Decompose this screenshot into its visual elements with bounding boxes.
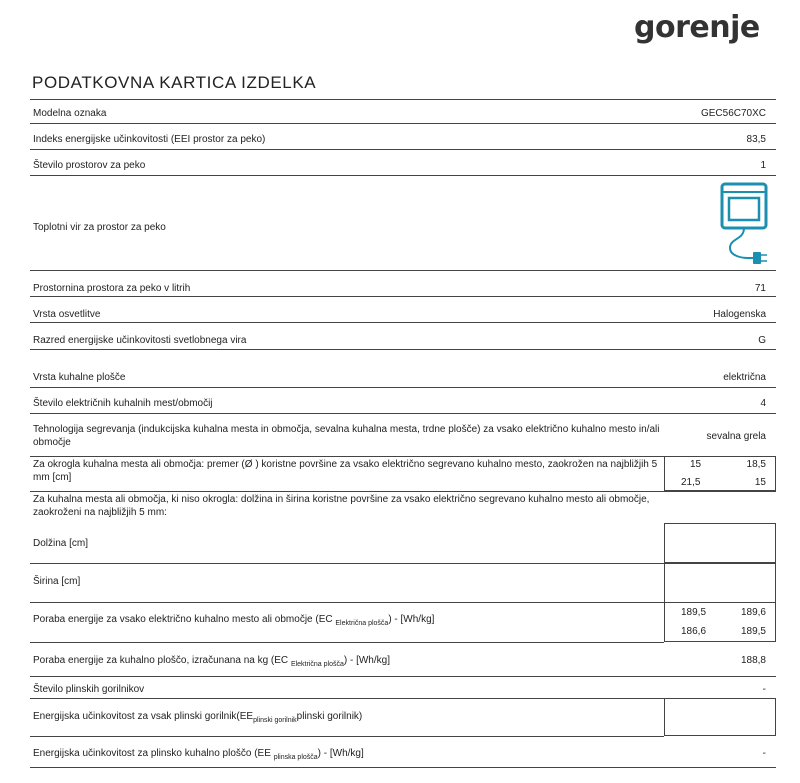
eei-value: 83,5 <box>746 134 766 145</box>
divider <box>30 175 776 176</box>
divider <box>30 413 776 414</box>
brand-logo: gorenje <box>634 10 760 45</box>
divider <box>30 99 776 100</box>
divider <box>30 349 776 350</box>
gas-hob-eff-label: Energijska učinkovitost za plinsko kuhalno ploščo (EE $_{plinska plošča}$) - [Wh/kg] <box>33 748 364 761</box>
divider <box>30 322 776 323</box>
consumption-zone-value-2: 189,6 <box>740 607 766 618</box>
cavities-label: Število prostorov za peko <box>33 160 146 171</box>
gas-hob-eff-value: - <box>762 748 766 759</box>
consumption-hob-label: Poraba energije za kuhalno ploščo, izračunana na kg (EC $_{Električna plošča}$) - [Wh/kg] <box>33 655 390 668</box>
round-zone-value-3: 21,5 <box>681 477 701 488</box>
model-value: GEC56C70XC <box>700 108 766 119</box>
oven-with-plug-icon <box>720 182 770 270</box>
gas-burners-label: Število plinskih gorilnikov <box>33 684 145 695</box>
length-box <box>664 523 776 563</box>
divider <box>30 563 664 564</box>
cavities-value: 1 <box>760 160 766 171</box>
round-zone-value-1: 15 <box>690 459 702 470</box>
hob-type-value: električna <box>723 372 766 383</box>
divider <box>30 270 776 271</box>
page-title: PODATKOVNA KARTICA IZDELKA <box>32 73 317 92</box>
divider <box>30 602 664 603</box>
divider <box>30 767 776 768</box>
divider <box>30 491 776 492</box>
technology-value: sevalna grela <box>706 431 766 442</box>
model-label: Modelna oznaka <box>33 108 107 119</box>
divider <box>30 149 776 150</box>
lighting-label: Vrsta osvetlitve <box>33 309 101 320</box>
zones-label: Število električnih kuhalnih mest/območij <box>33 398 213 409</box>
lighting-value: Halogenska <box>713 309 766 320</box>
burner-eff-box <box>664 698 776 736</box>
eei-label: Indeks energijske učinkovitosti (EEI prostor za peko) <box>33 134 266 145</box>
consumption-zone-value-3: 186,6 <box>681 626 707 637</box>
divider <box>30 123 776 124</box>
technology-label: Tehnologija segrevanja (indukcijska kuhalna mesta in območja, sevalna kuhalna mesta, trdne plošče) za vsako električno kuhalno mesto in/ali območje <box>33 424 660 448</box>
light-class-label: Razred energijske učinkovitosti svetlobnega vira <box>33 335 247 346</box>
width-box <box>664 563 776 603</box>
hob-type-label: Vrsta kuhalne plošče <box>33 372 126 383</box>
consumption-hob-value: 188,8 <box>740 655 766 666</box>
width-label: Širina [cm] <box>33 576 81 587</box>
round-zone-value-2: 18,5 <box>746 459 766 470</box>
divider <box>30 387 776 388</box>
light-class-value: G <box>758 335 766 346</box>
divider <box>30 736 664 737</box>
divider <box>30 676 776 677</box>
round-zones-label: Za okrogla kuhalna mesta ali območja: premer (Ø ) koristne površine za vsako električno segrevano kuhalno mesto, zaokrožen na najbližjih 5 mm [cm] <box>33 459 658 483</box>
gas-burners-value: - <box>762 684 766 695</box>
divider <box>30 296 776 297</box>
consumption-zone-value-4: 189,5 <box>740 626 766 637</box>
burner-eff-label: Energijska učinkovitost za vsak plinski $gorilnik(EE_{plinski gorilnik}plinski$ gorilnik) <box>33 711 363 724</box>
volume-label: Prostornina prostora za peko v litrih <box>33 283 191 294</box>
consumption-zone-label: Poraba energije za vsako električno kuhalno mesto ali območje (EC $_{Električna plošča}$) - [Wh/kg] <box>33 614 435 627</box>
divider <box>30 642 664 643</box>
heat-source-label: Toplotni vir za prostor za peko <box>33 222 166 233</box>
consumption-zone-value-1: 189,5 <box>681 607 707 618</box>
non-round-label: Za kuhalna mesta ali območja, ki niso okrogla: dolžina in širina koristne površine za vsako električno segrevano kuhalno mesto ali območje, zaokroženi na najbližjih 5 mm: <box>33 494 650 518</box>
length-label: Dolžina [cm] <box>33 538 89 549</box>
zones-value: 4 <box>760 398 766 409</box>
volume-value: 71 <box>754 283 766 294</box>
round-zone-value-4: 15 <box>754 477 766 488</box>
